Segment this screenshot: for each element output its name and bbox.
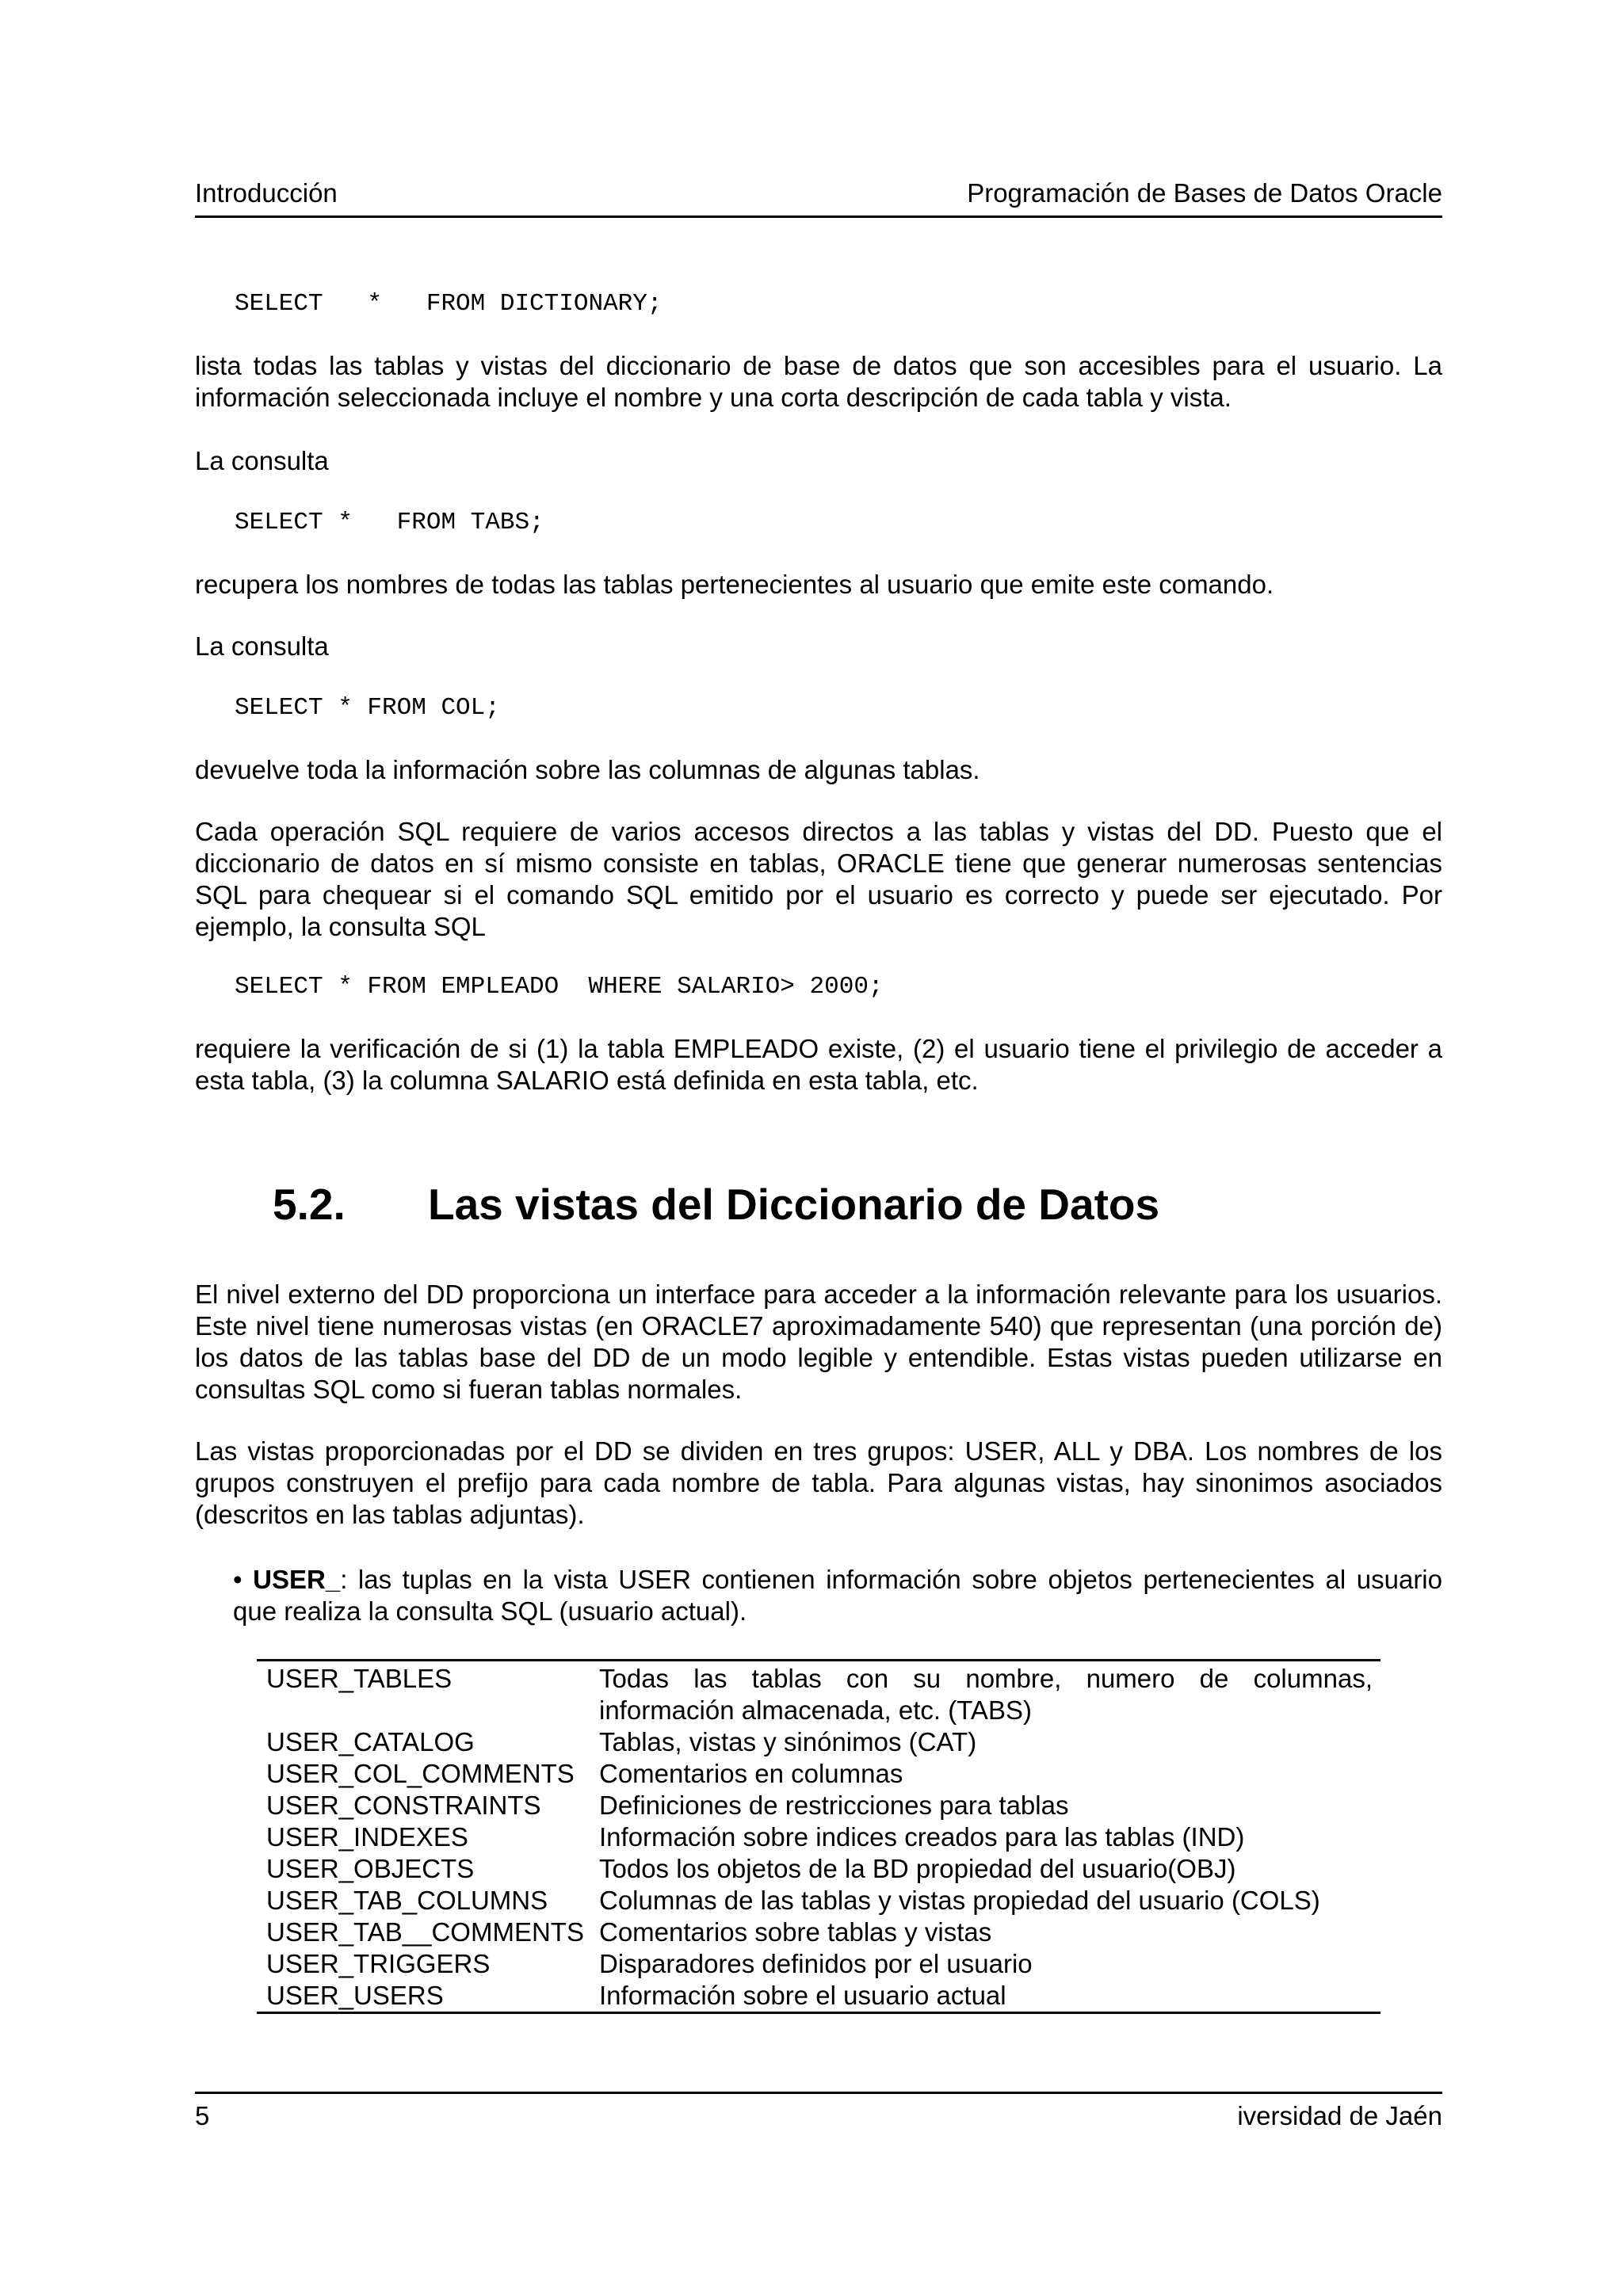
view-name: USER_COL_COMMENTS bbox=[266, 1759, 575, 1788]
view-name: USER_TAB__COMMENTS bbox=[266, 1917, 584, 1947]
view-description: Información sobre el usuario actual bbox=[599, 1981, 1006, 2010]
header-chapter: Introducción bbox=[195, 178, 338, 208]
paragraph-view-groups: Las vistas proporcionadas por el DD se dividen en tres grupos: USER, ALL y DBA. Los nombres de los grupos construyen el prefijo para cada nombre de tabla. Para algunas vistas, hay sinonimos asociados (descritos en las tablas adjuntas). bbox=[195, 1436, 1442, 1529]
user-views-table bbox=[257, 1659, 1381, 2014]
view-name: USER_TRIGGERS bbox=[266, 1949, 491, 1978]
page-footer bbox=[195, 2092, 1442, 2132]
view-description: Información sobre indices creados para las tablas (IND) bbox=[599, 1822, 1245, 1852]
table-row bbox=[257, 1758, 1381, 1790]
view-description: Definiciones de restricciones para tablas bbox=[599, 1791, 1069, 1820]
code-select-dictionary: SELECT * FROM DICTIONARY; bbox=[235, 290, 663, 318]
table-row bbox=[257, 1980, 1381, 2012]
section-title-text: Las vistas del Diccionario de Datos bbox=[428, 1180, 1160, 1229]
document-page bbox=[195, 0, 1442, 2296]
view-name: USER_USERS bbox=[266, 1981, 444, 2010]
view-name: USER_CATALOG bbox=[266, 1727, 475, 1756]
bullet-user-views bbox=[233, 1564, 1442, 1627]
view-name: USER_INDEXES bbox=[266, 1822, 468, 1852]
paragraph-la-consulta-1: La consulta bbox=[195, 446, 329, 475]
bullet-label: USER_ bbox=[253, 1565, 341, 1594]
paragraph-sql-operation: Cada operación SQL requiere de varios accesos directos a las tablas y vistas del DD. Puesto que el diccionario de datos en sí mismo consiste en tablas, ORACLE tiene que generar numerosas sentencias SQL para chequear si el comando SQL emitido por el usuario es correcto y puede ser ejecutado. Por ejemplo, la consulta SQL bbox=[195, 817, 1442, 941]
table-row bbox=[257, 1663, 1381, 1726]
view-name: USER_TAB_COLUMNS bbox=[266, 1886, 548, 1915]
page-header bbox=[195, 177, 1442, 218]
table-row bbox=[257, 1917, 1381, 1948]
paragraph-tabs-desc: recupera los nombres de todas las tablas pertenecientes al usuario que emite este comando. bbox=[195, 570, 1274, 599]
bullet-text: : las tuplas en la vista USER contienen información sobre objetos pertenecientes al usuario que realiza la consulta SQL (usuario actual). bbox=[233, 1565, 1442, 1626]
header-book-title: Programación de Bases de Datos Oracle bbox=[967, 178, 1442, 208]
view-description: Todas las tablas con su nombre, numero de columnas, información almacenada, etc. (TABS) bbox=[599, 1664, 1373, 1725]
view-description: Comentarios sobre tablas y vistas bbox=[599, 1917, 992, 1947]
paragraph-col-desc: devuelve toda la información sobre las columnas de algunas tablas. bbox=[195, 755, 980, 784]
table-row bbox=[257, 1853, 1381, 1885]
footer-institution: iversidad de Jaén bbox=[1237, 2101, 1442, 2130]
view-name: USER_TABLES bbox=[266, 1664, 453, 1693]
code-select-empleado: SELECT * FROM EMPLEADO WHERE SALARIO> 2000; bbox=[235, 973, 884, 1001]
table-row bbox=[257, 1790, 1381, 1821]
table-row bbox=[257, 1726, 1381, 1758]
page-number: 5 bbox=[195, 2101, 210, 2130]
table-row bbox=[257, 1948, 1381, 1980]
view-name: USER_CONSTRAINTS bbox=[266, 1791, 541, 1820]
view-name: USER_OBJECTS bbox=[266, 1854, 475, 1883]
paragraph-dictionary-desc: lista todas las tablas y vistas del diccionario de base de datos que son accesibles para el usuario. La información seleccionada incluye el nombre y una corta descripción de cada tabla y vista. bbox=[195, 351, 1442, 412]
table-row bbox=[257, 1885, 1381, 1917]
table-row bbox=[257, 1821, 1381, 1853]
code-select-tabs: SELECT * FROM TABS; bbox=[235, 509, 544, 536]
section-number: 5.2. bbox=[273, 1180, 346, 1229]
bullet-icon: • bbox=[233, 1565, 242, 1594]
view-description: Comentarios en columnas bbox=[599, 1759, 903, 1788]
paragraph-verification: requiere la verificación de si (1) la tabla EMPLEADO existe, (2) el usuario tiene el privilegio de acceder a esta tabla, (3) la columna SALARIO está definida en esta tabla, etc. bbox=[195, 1034, 1442, 1095]
view-description: Tablas, vistas y sinónimos (CAT) bbox=[599, 1727, 977, 1756]
view-description: Columnas de las tablas y vistas propiedad del usuario (COLS) bbox=[599, 1886, 1320, 1915]
paragraph-external-level: El nivel externo del DD proporciona un interface para acceder a la información relevante para los usuarios. Este nivel tiene numerosas vistas (en ORACLE7 aproximadamente 540) que representan (una porción de) los datos de las tablas base del DD de un modo legible y entendible. Estas vistas pueden utilizarse en consultas SQL como si fueran tablas normales. bbox=[195, 1280, 1442, 1404]
view-description: Disparadores definidos por el usuario bbox=[599, 1949, 1033, 1978]
paragraph-la-consulta-2: La consulta bbox=[195, 631, 329, 661]
view-description: Todos los objetos de la BD propiedad del usuario(OBJ) bbox=[599, 1854, 1236, 1883]
code-select-col: SELECT * FROM COL; bbox=[235, 694, 500, 722]
section-heading bbox=[273, 1179, 1159, 1230]
